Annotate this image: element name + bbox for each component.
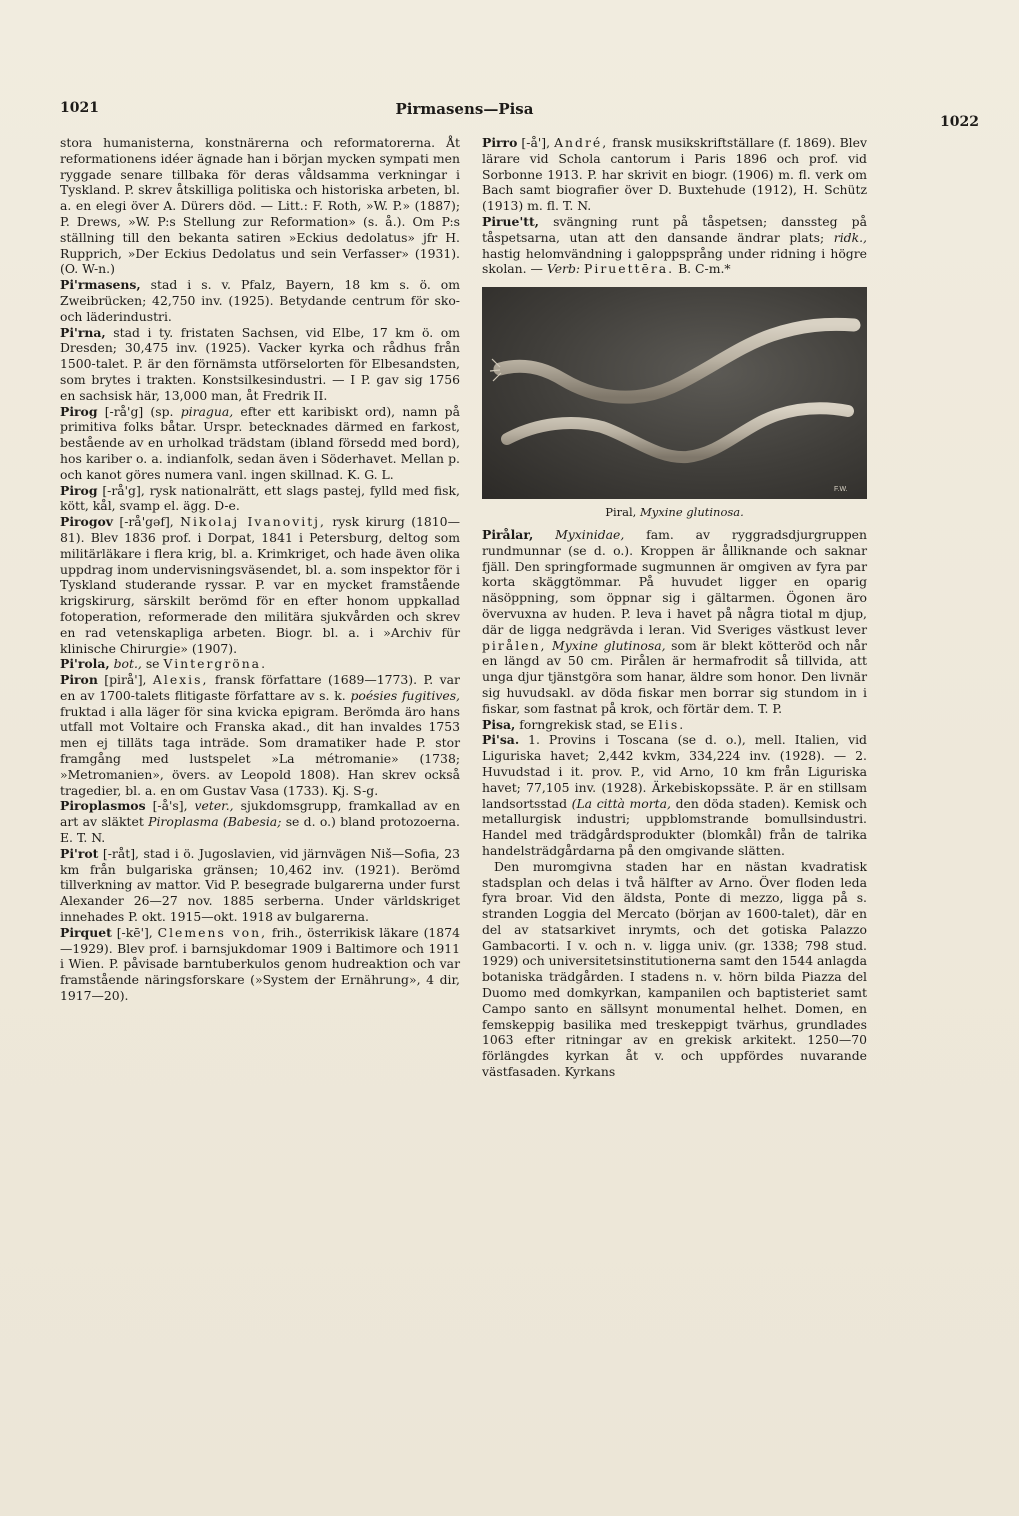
headword-pisa: Pisa, bbox=[482, 716, 516, 732]
running-title: Pirmasens—Pisa bbox=[395, 100, 534, 118]
headword-pirot: Pi'rot bbox=[60, 845, 99, 861]
person-name: André, bbox=[554, 135, 609, 150]
entry-pirot bbox=[60, 846, 460, 925]
entry-text: [-råt], stad i ö. Jugoslavien, vid järnvägen Niš—Sofia, 23 km från bulgariska gränsen; 10,462 inv. (1921). Berömd tillverkning av mattor. Vid P. besegrade bulgarerna under furst Alexander 26—27 nov. 1885 serberna. Under världskriget innehades P. okt. 1915—okt. 1918 av bulgarerna. bbox=[60, 845, 460, 925]
entry-pirola bbox=[60, 656, 460, 672]
entry-pirog-dish bbox=[60, 483, 460, 515]
entry-text: frih., österrikisk läkare (1874—1929). Blev prof. i barnsjukdomar 1909 i Baltimore och 1911 i Wien. P. påvisade barntuberkulos genom hudreaktion och var framstående näringsforskare (»System der Ernährung», 4 dir, 1917—20). bbox=[60, 924, 460, 1004]
right-column bbox=[482, 135, 867, 1080]
entry-pirog-boat bbox=[60, 404, 460, 483]
entry-pisa-greek bbox=[482, 717, 867, 733]
entry-text: fransk musikskriftställare (f. 1869). Blev lärare vid Schola cantorum i Paris 1896 och prof. vid Sorbonne 1913. P. har skrivit en biogr. (1906) m. fl. verk om Bach samt biografier över D. Buxtehude (1912), H. Schütz (1913) m. fl. T. N. bbox=[482, 135, 867, 214]
hagfish-photograph bbox=[482, 287, 867, 499]
hagfish-illustration bbox=[482, 287, 867, 499]
entry-text: stad i ty. fristaten Sachsen, vid Elbe, 17 km ö. om Dresden; 30,475 inv. (1925). Vacker kyrka och rådhus från 1500-talet. P. är den förnämsta utförselorten för Elbesandsten, som brytes i trakten. Konstsilkesindustri. — I P. gav sig 1756 en sachsisk här, 13,000 man, åt Fredrik II. bbox=[60, 324, 460, 403]
person-name: Alexis, bbox=[152, 672, 209, 688]
headword-piroplasmos: Piroplasmos bbox=[60, 798, 146, 814]
headword-pisa: Pi'sa. bbox=[482, 732, 520, 748]
entry-italic: Myxine glutinosa, bbox=[552, 637, 666, 653]
entry-pirmasens bbox=[60, 277, 460, 324]
entry-text: fam. av ryggradsdjurgruppen rundmunnar (se d. o.). Kroppen är ålliknande och saknar fjäll. Den springformade sugmunnen är omgiven av fyra par korta skäggtömmar. På huvudet ligger en oparig näsöppning, som öppnar sig i gältarmen. Ögonen äro övervuxna av huden. P. leva i havet på några tiotal m djup, där de ligga nedgrävda i leran. Vid Sveriges västkust lever bbox=[482, 526, 867, 637]
headword-piruett: Pirue'tt, bbox=[482, 213, 539, 229]
person-name: Nikolaj Ivanovitj, bbox=[180, 514, 326, 530]
entry-pirna bbox=[60, 325, 460, 404]
entry-text: rysk kirurg (1810—81). Blev 1836 prof. i Dorpat, 1841 i Petersburg, deltog som militärläkare i flera krig, bl. a. Krimkriget, och hade även olika uppdrag inom undervisningsväsendet, bl. a. som inspektor för i Tyskland studerande ryssar. P. var en mycket framstående krigskirurg, särskilt berömd för en efter honom uppkallad fotoperation, reformerade den militära sjukvården och skrev en rad vetenskapliga arbeten. Biogr. bl. a. i »Archiv für klinische Chirurgie» (1907). bbox=[60, 514, 460, 656]
person-name: Clemens von, bbox=[157, 924, 268, 940]
hagfish-lower bbox=[507, 409, 848, 458]
entry-text: [-rå'g], rysk nationalrätt, ett slags pastej, fylld med fisk, kött, kål, svamp el. ägg. D-e. bbox=[60, 482, 460, 514]
entry-piralar bbox=[482, 527, 867, 717]
svg-text:F.W.: F.W. bbox=[834, 486, 848, 494]
entry-text: 1. Provins i Toscana (se d. o.), mell. Italien, vid Liguriska havet; 2,442 kvkm, 334,224 inv. (1928). — 2. Huvudstad i it. prov. P., vid Arno, 10 km från Liguriska havet; 77,105 inv. (1928). Ärkebiskopssäte. P. är en stillsam landsortsstad bbox=[482, 732, 867, 811]
headword-pirro: Pirro bbox=[482, 135, 518, 150]
entry-text: fransk författare (1689—1773). P. var en av 1700-talets flitigaste författare av s. k. bbox=[60, 672, 460, 703]
headword-pirog: Pirog bbox=[60, 403, 98, 419]
entry-text: den döda staden). Kemisk och metallurgisk industri; uppblomstrande bomullsindustri. Handel med trädgårdsprodukter (blomkål) från de talrika handelsträdgårdarna på den omgivande slätten. bbox=[482, 795, 867, 858]
entry-text: [-kē'], bbox=[116, 924, 153, 940]
caption-text: Piral, bbox=[605, 505, 637, 520]
figure-caption bbox=[482, 505, 867, 521]
cross-reference: Vintergröna. bbox=[163, 656, 268, 672]
entry-text: forngrekisk stad, se bbox=[519, 716, 644, 732]
headword-pirog: Pirog bbox=[60, 482, 98, 498]
headword-pirmasens: Pi'rmasens, bbox=[60, 277, 141, 293]
entry-text: stad i s. v. Pfalz, Bayern, 18 km s. ö. om Zweibrücken; 42,750 inv. (1925). Betydande centrum för sko- och läderindustri. bbox=[60, 277, 460, 324]
cross-reference: Elis. bbox=[647, 716, 686, 732]
running-head bbox=[60, 100, 979, 130]
signature: B. C-m.* bbox=[678, 261, 731, 277]
entry-text: [-rå'g] (sp. bbox=[104, 403, 174, 419]
headword-pirola: Pi'rola, bbox=[60, 656, 110, 672]
headword-piralar: Pirålar, bbox=[482, 526, 534, 542]
caption-species: Myxine glutinosa. bbox=[639, 505, 744, 520]
continued-entry: stora humanisterna, konstnärerna och reformatorerna. Åt reformationens idéer ägnade han i början mycken sympati men ryggade senare tillbaka för deras våldsamma verkningar i Tyskland. P. skrev åtskilliga politiska och historiska arbeten, bl. a. en elegi över A. Dürers död. — Litt.: F. Roth, »W. P.» (1887); P. Drews, »W. P:s Stellung zur Reformation» (s. å.). Om P:s ställning till den bekanta satiren »Eckius dedolatus» jfr H. Rupprich, »Der Eckius Dedolatus und sein Verfasser» (1931). (O. W-n.) bbox=[60, 135, 460, 277]
entry-pisa-italy bbox=[482, 732, 867, 858]
headword-piron: Piron bbox=[60, 672, 98, 688]
headword-pirna: Pi'rna, bbox=[60, 324, 106, 340]
headword-pirogov: Pirogov bbox=[60, 514, 113, 530]
entry-italic: veter., bbox=[194, 798, 234, 814]
entry-text: sjukdomsgrupp, framkallad av en art av släktet bbox=[60, 798, 460, 830]
entry-pirquet bbox=[60, 925, 460, 1004]
barbels bbox=[490, 359, 501, 381]
entry-pirro bbox=[482, 135, 867, 214]
entry-text: se d. o.) bland protozoerna. E. T. N. bbox=[60, 814, 460, 846]
entry-pisa-paragraph: Den muromgivna staden har en nästan kvadratisk stadsplan och delas i två hälfter av Arno. Över floden leda fyra broar. Vid den äldsta, Ponte di mezzo, ligga på s. stranden Loggia del Mercato (början av 1600-talet), där en del av statsarkivet inrymts, och det gotiska Palazzo Gambacorti. I v. och n. v. ligga univ. (gr. 1338; 798 stud. 1929) och universitetsinstitutionerna samt den 1544 anlagda botaniska trädgården. I stadens n. v. hörn bilda Piazza del Duomo med domkyrkan, kampanilen och baptisteriet samt Campo santo en sällsynt monumental helhet. Domen, en femskeppig basilika med treskeppigt tvärhus, grundlades 1063 efter ritningar av en grekisk arkitekt. 1250—70 förlängdes kyrkan åt v. och uppfördes nuvarande västfasaden. Kyrkans bbox=[482, 858, 867, 1080]
entry-text: efter ett karibiskt ord), namn på primitiva folks båtar. Urspr. betecknades därmed en farkost, bestående av en urholkad trädstam (ibland försedd med bord), hos kariber o. a. indianfolk, sedan även i Söderhavet. Mellan p. och kanot göres numera vanl. ingen skillnad. K. G. L. bbox=[60, 403, 460, 482]
entry-italic: Verb: bbox=[546, 261, 581, 277]
hagfish-upper bbox=[500, 324, 854, 397]
entry-text: [-å'], bbox=[521, 135, 551, 150]
entry-piron bbox=[60, 672, 460, 798]
page-number-left: 1021 bbox=[60, 100, 99, 116]
entry-italic: poésies fugitives, bbox=[350, 687, 460, 703]
entry-italic: ridk., bbox=[833, 229, 867, 245]
entry-italic: piragua, bbox=[180, 403, 234, 419]
entry-text: se bbox=[145, 656, 160, 672]
entry-piruett bbox=[482, 214, 867, 277]
entry-text: hastig helomvändning i galoppsprång under ridning i högre skolan. — bbox=[482, 245, 867, 277]
entry-text: [pirå'], bbox=[104, 672, 147, 688]
entry-text: [-rå'gəf], bbox=[119, 514, 174, 530]
entry-piroplasmos bbox=[60, 798, 460, 845]
left-column bbox=[60, 135, 460, 1004]
entry-pirogov bbox=[60, 514, 460, 656]
entry-italic: bot., bbox=[113, 656, 142, 672]
page-number-right: 1022 bbox=[940, 114, 979, 130]
entry-text: svängning runt på tåspetsen; danssteg på tåspetsarna, utan att den dansande ändrar plats; bbox=[482, 213, 867, 245]
entry-italic: Myxinidae, bbox=[555, 526, 625, 542]
headword-pirquet: Pirquet bbox=[60, 924, 112, 940]
entry-italic: Piroplasma (Babesia; bbox=[148, 814, 282, 830]
cross-reference: Piruettēra. bbox=[584, 261, 675, 277]
entry-spaced: pirålen, bbox=[482, 637, 547, 653]
entry-text: fruktad i alla läger för sina kvicka epigram. Berömda äro hans utfall mot Voltaire och Franska akad., dit han invaldes 1753 men ej tilläts taga inträde. Som dramatiker hade P. stor framgång med lustspelet »La métromanie» (1738; »Metromanien», övers. av Leopold 1808). Han skrev också tragedier, bl. a. en om Gustav Vasa (1733). Kj. S-g. bbox=[60, 703, 460, 798]
entry-text: som är blekt kötteröd och når en längd av 50 cm. Pirålen är hermafrodit så tillvida, att unga djur tjänstgöra som hanar, äldre som honor. Den livnär sig huvudsakl. av döda fiskar men borrar sig stundom in i fiskar, som fastnat på krok, och förtär dem. T. P. bbox=[482, 637, 867, 716]
entry-text: [-å's], bbox=[152, 798, 188, 814]
entry-italic: (La città morta, bbox=[571, 795, 671, 811]
